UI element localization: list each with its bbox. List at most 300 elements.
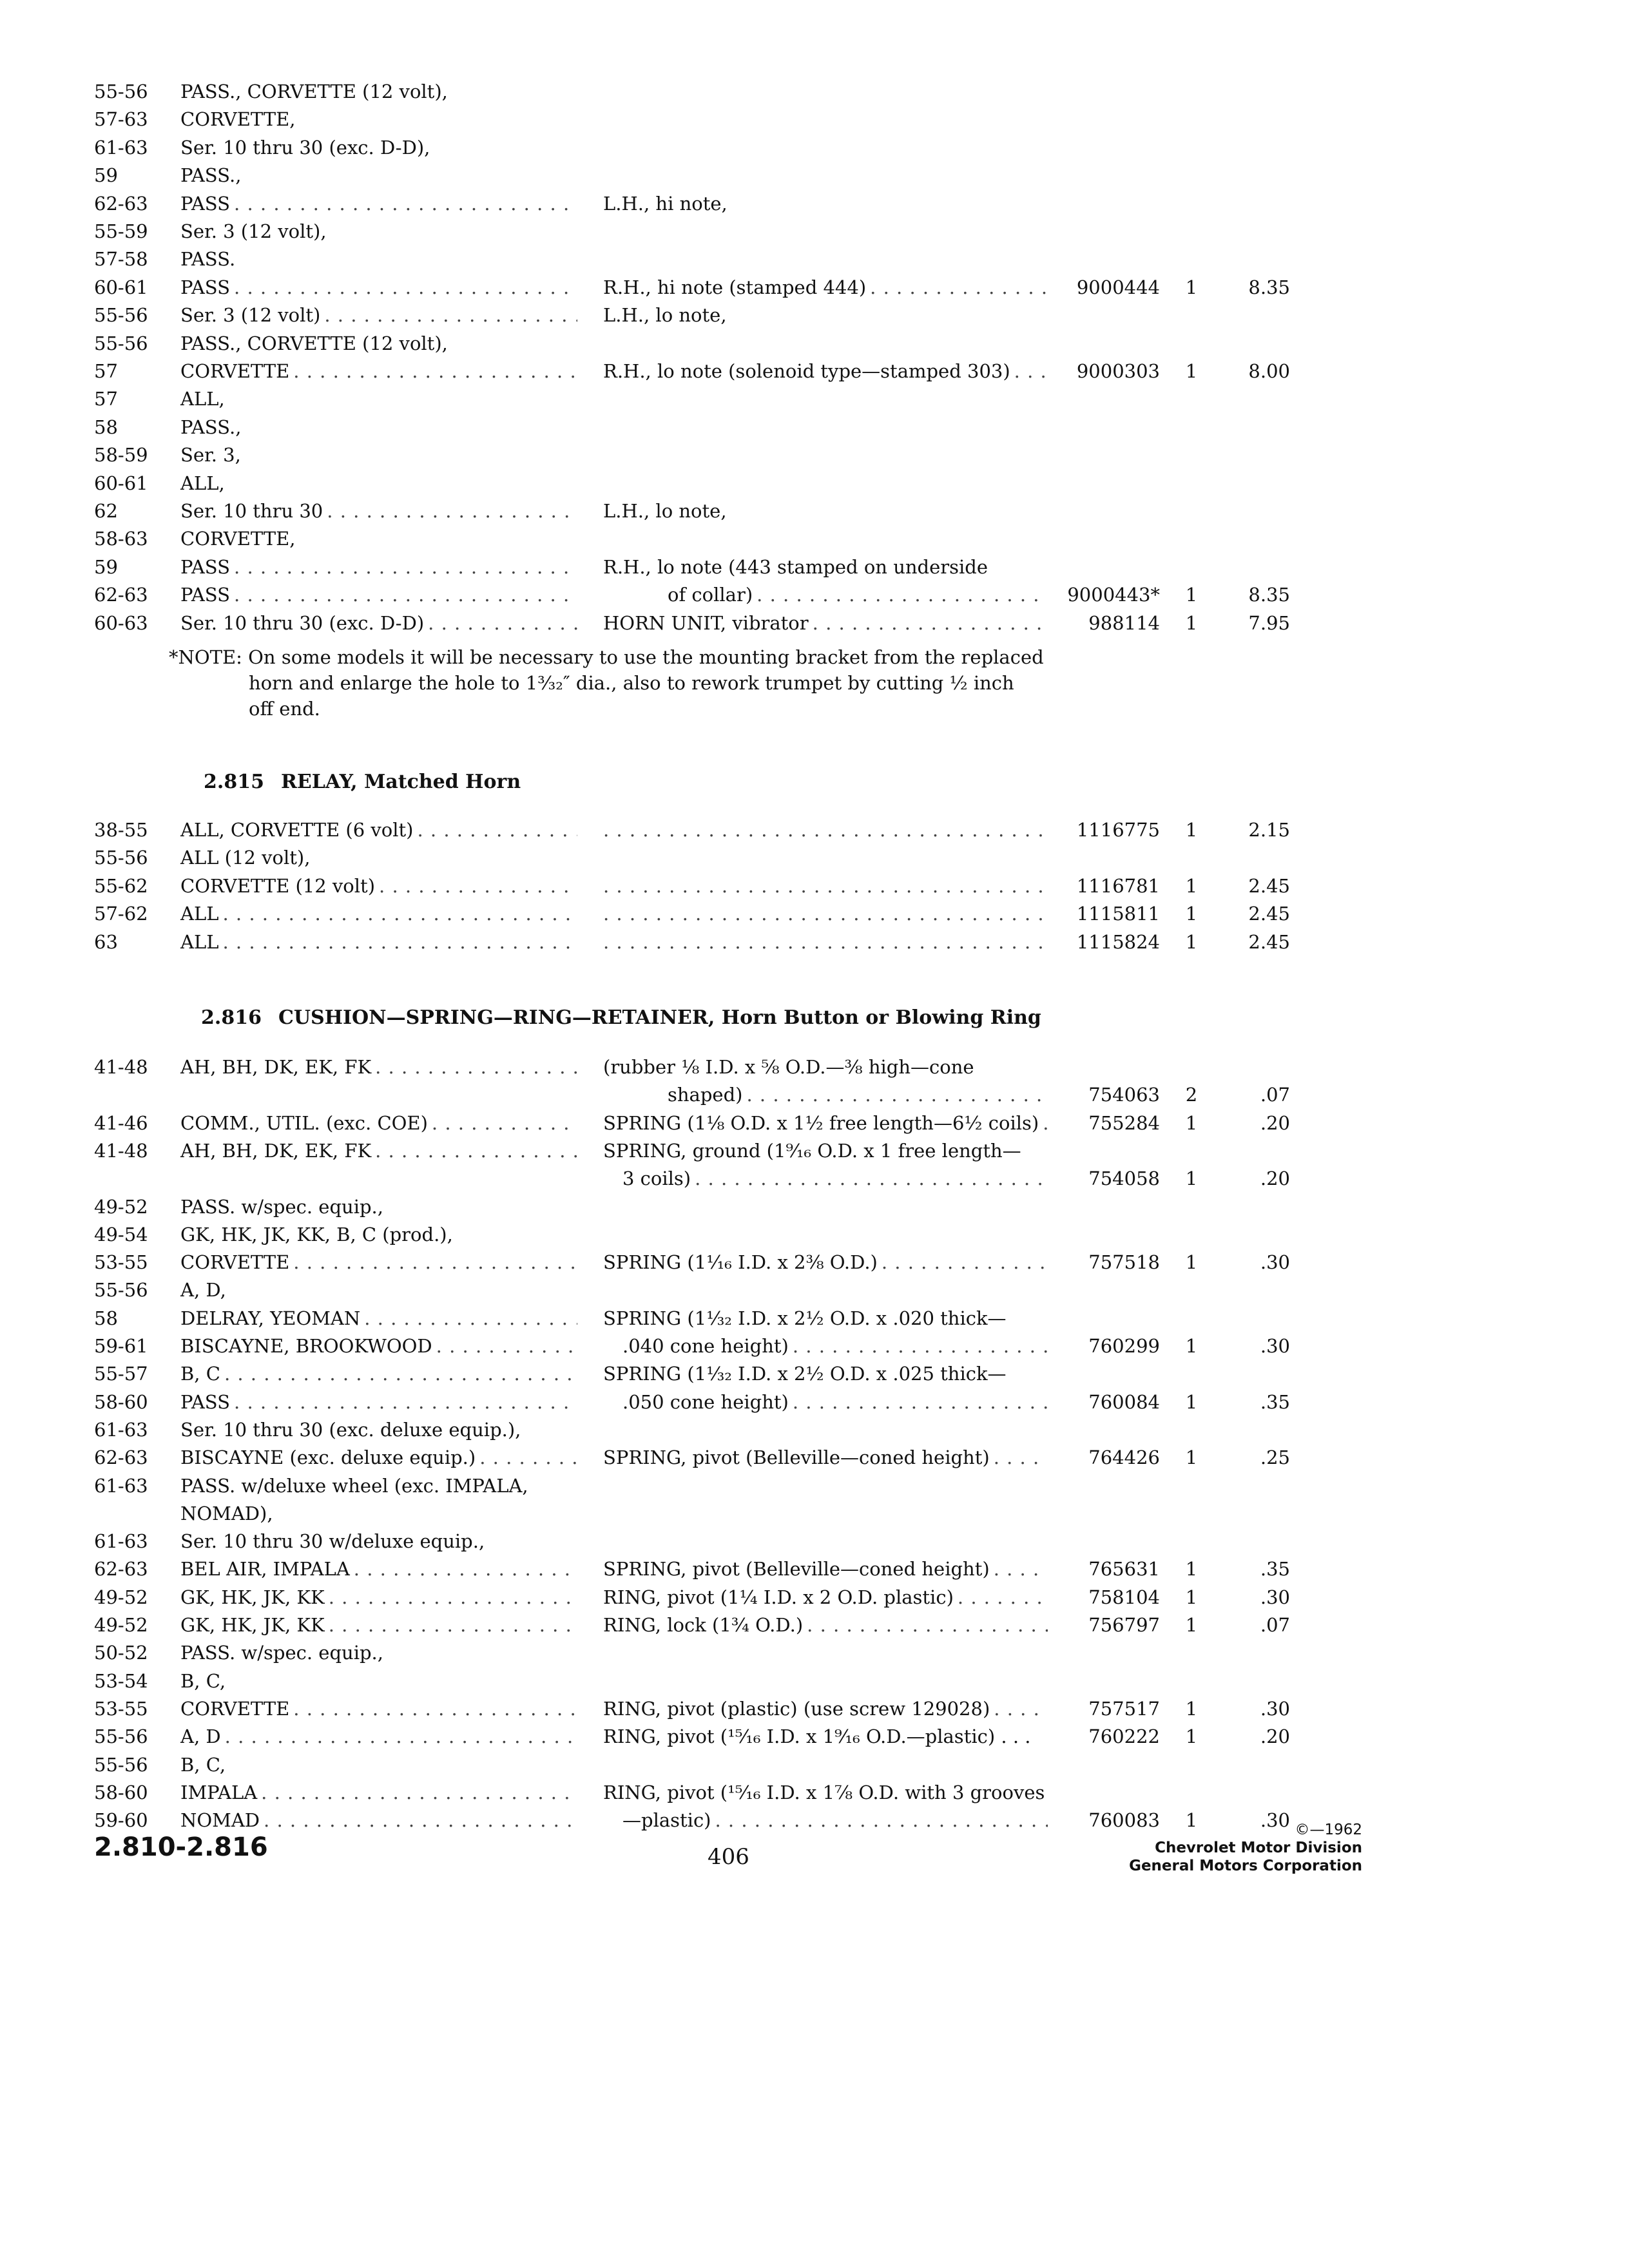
- model-cell: [180, 385, 577, 413]
- model-text: PASS.,: [180, 164, 242, 187]
- price: 8.35: [1248, 276, 1290, 298]
- dot-leader: [1043, 1109, 1048, 1137]
- part-number: 9000303: [1076, 360, 1160, 382]
- model-cell: [180, 1109, 577, 1137]
- model-cell: [180, 1722, 577, 1751]
- model-text: BISCAYNE, BROOKWOOD: [180, 1335, 432, 1357]
- description-cell: [603, 553, 1048, 581]
- model-cell: [180, 1220, 577, 1249]
- table-row: [0, 1164, 1629, 1193]
- description-text: SPRING (1⅓₂ I.D. x 2½ O.D. x .025 thick—: [603, 1363, 1007, 1385]
- model-cell: [180, 441, 577, 469]
- model-cell: [180, 1193, 577, 1221]
- model-cell: [180, 899, 577, 928]
- dot-leader: [695, 1164, 1048, 1193]
- quantity: 1: [1185, 1335, 1198, 1357]
- price: 8.00: [1248, 360, 1290, 382]
- model-cell: [180, 524, 577, 553]
- model-cell: [180, 609, 577, 637]
- year-range: 55-56: [94, 304, 148, 327]
- description-text: L.H., hi note,: [603, 192, 728, 215]
- description-cell: [603, 189, 1048, 218]
- quantity: 1: [1185, 903, 1198, 925]
- table-row: [0, 524, 1629, 553]
- dot-leader: [222, 928, 577, 956]
- table-row: [0, 413, 1629, 441]
- part-number: 764426: [1088, 1446, 1160, 1469]
- description-cell: [603, 273, 1048, 302]
- year-range: 55-62: [94, 874, 148, 897]
- model-text: PASS: [180, 1390, 231, 1413]
- table-row: [0, 1583, 1629, 1611]
- description-cell: [603, 1081, 1048, 1109]
- table-row: [0, 441, 1629, 469]
- table-row: [0, 1416, 1629, 1444]
- dot-leader: [293, 1248, 577, 1276]
- table-row: [0, 161, 1629, 189]
- model-cell: [180, 273, 577, 302]
- price: .30: [1260, 1251, 1290, 1274]
- model-cell: [180, 245, 577, 273]
- model-cell: [180, 469, 577, 497]
- model-cell: [180, 1248, 577, 1276]
- table-row: [0, 843, 1629, 872]
- part-number: 988114: [1088, 611, 1160, 634]
- year-range: 41-48: [94, 1056, 148, 1078]
- description-text: R.H., lo note (443 stamped on underside: [603, 555, 988, 578]
- year-range: 55-56: [94, 81, 148, 102]
- quantity: 1: [1185, 1168, 1198, 1190]
- table-row: [0, 1109, 1629, 1137]
- year-range: 58-59: [94, 444, 148, 466]
- description-text: RING, pivot (plastic) (use screw 129028): [603, 1697, 990, 1720]
- description-cell: [603, 609, 1048, 637]
- model-text: A, D: [180, 1725, 221, 1748]
- model-cell: [180, 1751, 577, 1779]
- price: .30: [1260, 1335, 1290, 1357]
- description-text: RING, pivot (¹⁵⁄₁₆ I.D. x 1⁹⁄₁₆ O.D.—plastic) . . .: [603, 1725, 1031, 1748]
- description-cell: [603, 1109, 1048, 1137]
- table-row: [0, 133, 1629, 162]
- dot-leader: [327, 497, 577, 525]
- model-text: Ser. 3,: [180, 444, 241, 466]
- part-number: 760222: [1088, 1725, 1160, 1748]
- description-text: R.H., hi note (stamped 444): [603, 276, 867, 298]
- model-cell: [180, 1555, 577, 1583]
- description-text: 3 coils): [622, 1168, 691, 1190]
- model-cell: [180, 1667, 577, 1695]
- copyright: ©—1962: [1295, 1821, 1362, 1838]
- model-text: AH, BH, DK, EK, FK: [180, 1056, 372, 1078]
- quantity: 1: [1185, 819, 1198, 841]
- model-text: Ser. 10 thru 30 w/deluxe equip.,: [180, 1530, 485, 1553]
- model-cell: [180, 497, 577, 525]
- year-range: 60-63: [94, 611, 148, 634]
- description-text: —plastic): [622, 1809, 711, 1832]
- year-range: 61-63: [94, 136, 148, 159]
- section-title: RELAY, Matched Horn: [280, 771, 521, 793]
- model-text: Ser. 10 thru 30: [180, 500, 323, 522]
- model-text: NOMAD),: [180, 1502, 273, 1524]
- table-row: [0, 77, 1629, 106]
- dot-leader: [746, 1081, 1048, 1109]
- part-number: 754063: [1088, 1084, 1160, 1106]
- table-row: [0, 329, 1629, 358]
- description-cell: [603, 1360, 1048, 1388]
- table-row: [0, 1555, 1629, 1583]
- year-range: 59-61: [94, 1335, 148, 1357]
- section-heading-2815: [204, 771, 521, 793]
- year-range: 41-48: [94, 1139, 148, 1162]
- model-cell: [180, 816, 577, 844]
- model-text: CORVETTE: [180, 360, 290, 382]
- year-range: 53-55: [94, 1697, 148, 1720]
- section-range: 2.810-2.816: [94, 1832, 268, 1862]
- table-row: [0, 872, 1629, 900]
- model-cell: [180, 1360, 577, 1388]
- model-cell: [180, 329, 577, 358]
- price: .30: [1260, 1809, 1290, 1832]
- model-cell: [180, 357, 577, 385]
- model-cell: [180, 553, 577, 581]
- model-text: PASS.: [180, 248, 236, 271]
- model-cell: [180, 1388, 577, 1416]
- quantity: 1: [1185, 584, 1198, 606]
- dot-leader: [225, 1722, 577, 1751]
- section-title: CUSHION—SPRING—RING—RETAINER, Horn Button or Blowing Ring: [278, 1006, 1041, 1029]
- model-text: ALL,: [180, 388, 225, 410]
- dot-leader: [807, 1611, 1048, 1639]
- table-row: [0, 1639, 1629, 1667]
- description-cell: [603, 1164, 1048, 1193]
- description-cell: [603, 899, 1048, 928]
- dot-leader: [222, 899, 577, 928]
- copyright-block: [1095, 1821, 1362, 1875]
- price: .20: [1260, 1168, 1290, 1190]
- price: 2.15: [1248, 819, 1290, 841]
- year-range: 49-52: [94, 1195, 148, 1218]
- model-cell: [180, 1806, 577, 1834]
- division: Chevrolet Motor Division: [1155, 1840, 1362, 1856]
- model-text: NOMAD: [180, 1809, 260, 1832]
- price: .07: [1260, 1614, 1290, 1636]
- table-row: [0, 928, 1629, 956]
- dot-leader: [293, 1695, 577, 1723]
- model-text: BISCAYNE (exc. deluxe equip.): [180, 1446, 476, 1469]
- model-text: Ser. 10 thru 30 (exc. deluxe equip.),: [180, 1418, 521, 1441]
- year-range: 55-56: [94, 332, 148, 354]
- table-row: [0, 497, 1629, 525]
- model-text: ALL (12 volt),: [180, 847, 311, 869]
- dot-leader: [234, 1388, 577, 1416]
- model-text: PASS., CORVETTE (12 volt),: [180, 332, 448, 354]
- dot-leader: [994, 1555, 1048, 1583]
- corporation: General Motors Corporation: [1129, 1858, 1362, 1874]
- description-cell: [603, 1332, 1048, 1360]
- model-text: GK, HK, JK, KK: [180, 1586, 325, 1608]
- table-row: [0, 1053, 1629, 1081]
- dot-leader: [354, 1555, 577, 1583]
- part-number: 760299: [1088, 1335, 1160, 1357]
- quantity: 2: [1185, 1084, 1198, 1106]
- table-row: [0, 1220, 1629, 1249]
- model-cell: [180, 1499, 577, 1528]
- description-cell: [603, 357, 1048, 385]
- model-text: COMM., UTIL. (exc. COE): [180, 1111, 428, 1134]
- dot-leader: [432, 1109, 577, 1137]
- dot-leader: [994, 1443, 1048, 1472]
- model-text: ALL: [180, 930, 219, 953]
- description-text: SPRING (1⅛ O.D. x 1½ free length—6½ coils): [603, 1111, 1039, 1134]
- model-cell: [180, 189, 577, 218]
- price: .25: [1260, 1446, 1290, 1469]
- year-range: 58: [94, 416, 118, 438]
- dot-leader: [603, 872, 1048, 900]
- price: .07: [1260, 1084, 1290, 1106]
- quantity: 1: [1185, 874, 1198, 897]
- year-range: 55-57: [94, 1363, 148, 1385]
- year-range: 55-56: [94, 847, 148, 869]
- description-cell: [603, 1611, 1048, 1639]
- description-text: SPRING, pivot (Belleville—coned height): [603, 1446, 990, 1469]
- description-text: .040 cone height): [622, 1335, 789, 1357]
- table-row: [0, 273, 1629, 302]
- year-range: 59: [94, 164, 118, 187]
- description-cell: [603, 1722, 1048, 1751]
- year-range: 59: [94, 555, 118, 578]
- dot-leader: [715, 1806, 1048, 1834]
- description-text: (rubber ⅛ I.D. x ⅝ O.D.—⅜ high—cone: [603, 1056, 974, 1078]
- table-row: [0, 581, 1629, 609]
- quantity: 1: [1185, 1725, 1198, 1748]
- description-text: RING, pivot (¹⁵⁄₁₆ I.D. x 1⅞ O.D. with 3 grooves: [603, 1781, 1045, 1803]
- part-number: 9000444: [1076, 276, 1160, 298]
- model-text: PASS: [180, 276, 231, 298]
- description-cell: [603, 928, 1048, 956]
- quantity: 1: [1185, 1390, 1198, 1413]
- table-row: [0, 1751, 1629, 1779]
- page-number: 406: [708, 1844, 749, 1870]
- description-cell: [603, 1583, 1048, 1611]
- description-cell: [603, 1806, 1048, 1834]
- description-text: L.H., lo note,: [603, 500, 727, 522]
- part-number: 1116781: [1076, 874, 1160, 897]
- year-range: 59-60: [94, 1809, 148, 1832]
- price: .20: [1260, 1111, 1290, 1134]
- table-row: [0, 1722, 1629, 1751]
- table-row: [0, 1695, 1629, 1723]
- table-row: [0, 1248, 1629, 1276]
- year-range: 63: [94, 930, 118, 953]
- year-range: 55-59: [94, 220, 148, 242]
- model-text: B, C,: [180, 1753, 226, 1776]
- table-row: [0, 1137, 1629, 1165]
- part-number: 760084: [1088, 1390, 1160, 1413]
- model-text: B, C: [180, 1363, 220, 1385]
- model-cell: [180, 1583, 577, 1611]
- model-cell: [180, 1639, 577, 1667]
- description-cell: [603, 816, 1048, 844]
- year-range: 62-63: [94, 584, 148, 606]
- model-cell: [180, 1611, 577, 1639]
- description-text: SPRING, ground (1⁹⁄₁₆ O.D. x 1 free length—: [603, 1139, 1021, 1162]
- table-row: [0, 301, 1629, 329]
- year-range: 49-54: [94, 1223, 148, 1245]
- model-text: DELRAY, YEOMAN: [180, 1307, 361, 1329]
- price: 2.45: [1248, 930, 1290, 953]
- model-text: A, D,: [180, 1279, 226, 1302]
- description-cell: [603, 1248, 1048, 1276]
- dot-leader: [234, 553, 577, 581]
- model-text: PASS. w/deluxe wheel (exc. IMPALA,: [180, 1474, 528, 1497]
- dot-leader: [234, 273, 577, 302]
- year-range: 50-52: [94, 1642, 148, 1664]
- dot-leader: [375, 1137, 577, 1165]
- part-number: 757517: [1088, 1697, 1160, 1720]
- quantity: 1: [1185, 1614, 1198, 1636]
- model-text: PASS: [180, 584, 231, 606]
- part-number: 757518: [1088, 1251, 1160, 1274]
- year-range: 38-55: [94, 819, 148, 841]
- year-range: 58-60: [94, 1390, 148, 1413]
- description-text: RING, pivot (1¼ I.D. x 2 O.D. plastic): [603, 1586, 954, 1608]
- part-number: 754058: [1088, 1168, 1160, 1190]
- dot-leader: [479, 1443, 577, 1472]
- model-text: CORVETTE: [180, 1697, 290, 1720]
- model-cell: [180, 301, 577, 329]
- year-range: 57-63: [94, 108, 148, 131]
- table-row: [0, 217, 1629, 245]
- description-text: R.H., lo note (solenoid type—stamped 303): [603, 360, 1010, 382]
- table-row: [0, 385, 1629, 413]
- table-row: [0, 1276, 1629, 1304]
- model-cell: [180, 872, 577, 900]
- description-cell: [603, 1304, 1048, 1332]
- model-cell: [180, 581, 577, 609]
- model-cell: [180, 105, 577, 133]
- year-range: 41-46: [94, 1111, 148, 1134]
- dot-leader: [264, 1806, 577, 1834]
- description-cell: [603, 1555, 1048, 1583]
- model-cell: [180, 161, 577, 189]
- model-cell: [180, 1472, 577, 1500]
- section-number: 2.816: [201, 1006, 262, 1029]
- model-text: CORVETTE (12 volt): [180, 874, 376, 897]
- table-row: [0, 1499, 1629, 1528]
- dot-leader: [603, 816, 1048, 844]
- footnote-line: off end.: [249, 698, 320, 720]
- section-heading-2816: [201, 1006, 1041, 1029]
- table-row: [0, 816, 1629, 844]
- dot-leader: [364, 1304, 577, 1332]
- description-cell: [603, 872, 1048, 900]
- model-text: PASS., CORVETTE (12 volt),: [180, 81, 448, 102]
- dot-leader: [261, 1778, 577, 1807]
- part-number: 758104: [1088, 1586, 1160, 1608]
- model-cell: [180, 413, 577, 441]
- price: .30: [1260, 1697, 1290, 1720]
- year-range: 61-63: [94, 1474, 148, 1497]
- model-text: IMPALA: [180, 1781, 258, 1803]
- quantity: 1: [1185, 930, 1198, 953]
- price: 7.95: [1248, 611, 1290, 634]
- part-number: 9000443*: [1067, 584, 1160, 606]
- dot-leader: [324, 301, 577, 329]
- year-range: 61-63: [94, 1530, 148, 1553]
- table-row: [0, 1778, 1629, 1807]
- year-range: 55-56: [94, 1279, 148, 1302]
- dot-leader: [603, 928, 1048, 956]
- footnote-line: horn and enlarge the hole to 1³⁄₃₂″ dia., also to rework trumpet by cutting ½ inch: [249, 672, 1014, 694]
- model-cell: [180, 928, 577, 956]
- dot-leader: [329, 1611, 577, 1639]
- year-range: 62: [94, 500, 118, 522]
- year-range: 60-61: [94, 472, 148, 494]
- part-number: 1115824: [1076, 930, 1160, 953]
- quantity: 1: [1185, 1251, 1198, 1274]
- model-text: Ser. 3 (12 volt): [180, 304, 321, 327]
- model-text: Ser. 10 thru 30 (exc. D-D): [180, 611, 425, 634]
- dot-leader: [224, 1360, 577, 1388]
- year-range: 53-54: [94, 1669, 148, 1692]
- year-range: 58-63: [94, 528, 148, 550]
- table-row: [0, 899, 1629, 928]
- year-range: 58: [94, 1307, 118, 1329]
- part-number: 1115811: [1076, 903, 1160, 925]
- dot-leader: [793, 1388, 1048, 1416]
- model-text: CORVETTE: [180, 1251, 290, 1274]
- price: .35: [1260, 1390, 1290, 1413]
- dot-leader: [379, 872, 577, 900]
- table-row: [0, 1472, 1629, 1500]
- model-text: GK, HK, JK, KK, B, C (prod.),: [180, 1223, 453, 1245]
- model-text: ALL,: [180, 472, 225, 494]
- model-cell: [180, 1276, 577, 1304]
- dot-leader: [234, 189, 577, 218]
- model-cell: [180, 843, 577, 872]
- model-cell: [180, 1332, 577, 1360]
- part-number: 755284: [1088, 1111, 1160, 1134]
- model-cell: [180, 77, 577, 106]
- description-text: .050 cone height): [622, 1390, 789, 1413]
- year-range: 62-63: [94, 1446, 148, 1469]
- section-number: 2.815: [204, 771, 264, 793]
- table-row: [0, 105, 1629, 133]
- model-cell: [180, 1778, 577, 1807]
- year-range: 58-60: [94, 1781, 148, 1803]
- year-range: 61-63: [94, 1418, 148, 1441]
- model-cell: [180, 1695, 577, 1723]
- description-text: shaped): [668, 1084, 743, 1106]
- price: .20: [1260, 1725, 1290, 1748]
- table-row: [0, 1443, 1629, 1472]
- part-number: 1116775: [1076, 819, 1160, 841]
- model-text: GK, HK, JK, KK: [180, 1614, 325, 1636]
- model-text: Ser. 3 (12 volt),: [180, 220, 327, 242]
- description-text: SPRING (1⅓₂ I.D. x 2½ O.D. x .020 thick—: [603, 1307, 1007, 1329]
- dot-leader: [436, 1332, 577, 1360]
- year-range: 62-63: [94, 192, 148, 215]
- quantity: 1: [1185, 360, 1198, 382]
- year-range: 55-56: [94, 1725, 148, 1748]
- model-text: CORVETTE,: [180, 108, 296, 131]
- description-cell: [603, 301, 1048, 329]
- model-text: PASS. w/spec. equip.,: [180, 1642, 383, 1664]
- description-cell: [603, 1778, 1048, 1807]
- year-range: 57-58: [94, 248, 148, 271]
- table-row: [0, 1388, 1629, 1416]
- table-row: [0, 1360, 1629, 1388]
